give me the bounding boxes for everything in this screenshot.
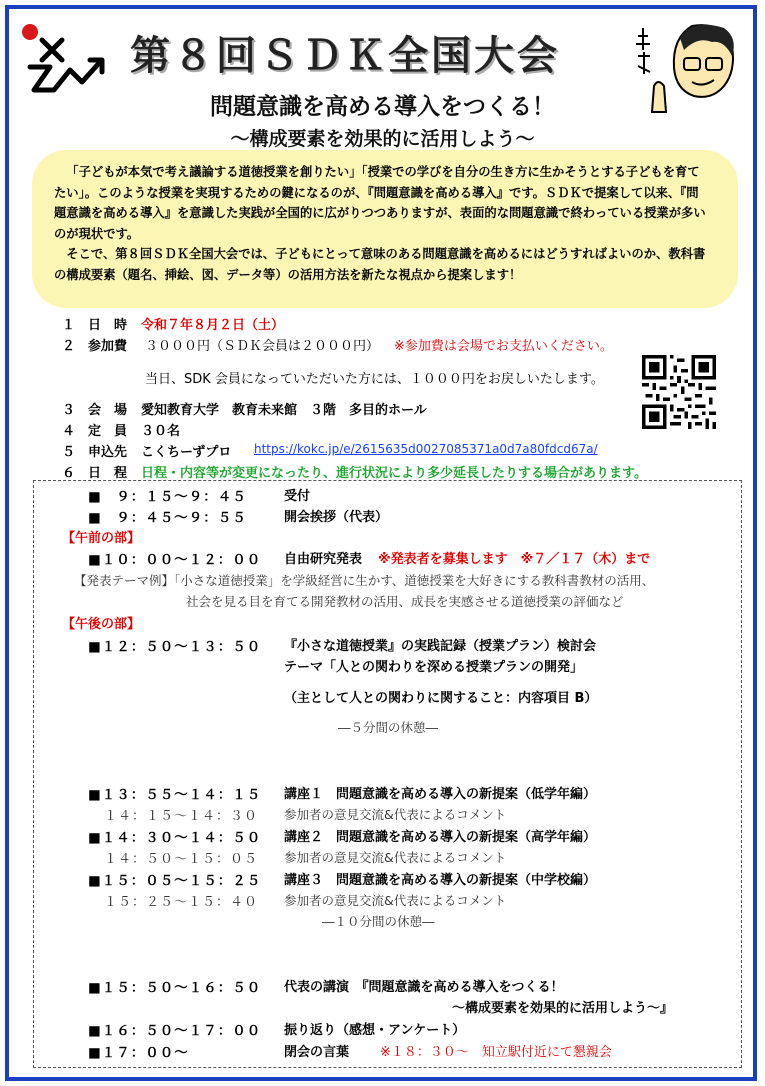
schedule-time: ■１５：０５～１５：２５ xyxy=(88,873,262,889)
schedule-item: 講座２ 問題意識を高める導入の新提案（高学年編） xyxy=(284,830,597,845)
schedule-subtime: １５：２５～１５：４０ xyxy=(104,895,259,910)
schedule-item: 講座３ 問題意識を高める導入の新提案（中学校編） xyxy=(284,873,597,888)
schedule-item: 『小さな道徳授業』の実践記録（授業プラン）検討会 xyxy=(284,639,597,654)
venue-value: 愛知教育大学 教育未来館 ３階 多目的ホール xyxy=(141,403,427,418)
schedule-time: ■１５：５０～１６：５０ xyxy=(88,980,262,996)
subtitle: 問題意識を高める導入をつくる！ xyxy=(210,94,555,120)
schedule-item: 閉会の言葉 xyxy=(284,1045,350,1060)
schedule-time: ■１４：３０～１４：５０ xyxy=(88,830,262,846)
schedule-time: ■１３：５５～１４：１５ xyxy=(88,787,262,803)
fee-label: ２ 参加費 xyxy=(62,339,128,354)
subtitle-secondary: ～構成要素を効果的に活用しよう～ xyxy=(230,128,535,150)
intro-paragraph-2: そこで、第８回ＳＤＫ全国大会では、子どもにとって意味のある問題意識を高めるにはどうすればよいのか、教科書の構成要素（題名、挿絵、図、データ等）の活用方法を新たな視点から提案します！ xyxy=(54,247,706,282)
afternoon-section-heading: 【午後の部】 xyxy=(62,617,141,632)
theme-examples-line2: 社会を見る目を育てる開発教材の活用、成長を実感させる道徳授業の評価など xyxy=(186,594,624,609)
party-note: ※１８：３０～ 知立駅付近にて懇親会 xyxy=(380,1045,612,1060)
capacity-value: ３０名 xyxy=(141,424,181,439)
schedule-item: 受付 xyxy=(284,489,311,504)
schedule-subtime: １４：１５～１４：３０ xyxy=(104,809,259,824)
date-label: １ 日 時 xyxy=(62,318,128,333)
schedule-time: ■ ９：４５～９：５５ xyxy=(88,510,247,526)
schedule-note: 日程・内容等が変更になったり、進行状況により多少延長したりする場合があります。 xyxy=(141,466,647,481)
date-value: 令和７年８月２日（土） xyxy=(141,318,285,333)
schedule-item: 振り返り（感想・アンケート） xyxy=(284,1023,466,1038)
presenter-call-note: ※発表者を募集します ※７／１７（木）まで xyxy=(378,552,651,567)
theme-examples-line1: 【発表テーマ例】「小さな道徳授業」を学級経営に生かす、道徳授業を大好きにする教科書教材の活用、 xyxy=(74,573,655,588)
schedule-item-subtitle: ～構成要素を効果的に活用しよう～』 xyxy=(452,1001,674,1016)
schedule-time: ■ ９：１５～９：４５ xyxy=(88,489,247,505)
intro-box xyxy=(32,150,738,308)
schedule-time: ■１６：５０～１７：００ xyxy=(88,1023,262,1039)
schedule-item: 開会挨拶（代表） xyxy=(284,510,389,525)
fee-note: ※参加費は会場でお支払いください。 xyxy=(394,339,613,354)
schedule-label: ６ 日 程 xyxy=(62,466,128,481)
schedule-item-theme: テーマ「人との関わりを深める授業プランの開発」 xyxy=(284,660,584,675)
capacity-label: ４ 定 員 xyxy=(62,424,128,439)
schedule-item-scope: （主として人との関わりに関すること：内容項目 B） xyxy=(284,691,598,706)
schedule-subtime: １４：５０～１５：０５ xyxy=(104,852,259,867)
schedule-subitem: 参加者の意見交流&代表によるコメント xyxy=(284,807,507,822)
schedule-time: ■１２：５０～１３：５０ xyxy=(88,639,262,655)
page-title: 第８回ＳＤＫ全国大会 xyxy=(130,33,560,79)
apply-link[interactable]: https://kokc.jp/e/2615635d0027085371a0d7a80fdcd67a/ xyxy=(254,442,598,456)
schedule-item: 代表の講演 『問題意識を高める導入をつくる！ xyxy=(284,980,564,995)
apply-value: こくちーずプロ xyxy=(141,445,232,460)
break-10min: ―１０分間の休憩― xyxy=(322,914,435,929)
schedule-subitem: 参加者の意見交流&代表によるコメント xyxy=(284,893,507,908)
break-5min: ―５分間の休憩― xyxy=(338,720,439,735)
intro-paragraph-1: 「子どもが本気で考え議論する道徳授業を創りたい」「授業での学びを自分の生き方に生かそうとする子どもを育てたい」。このような授業を実現するための鍵になるのが、『問題意識を高める導入』です。ＳＤＫで提案して以来、『問題意識を高める導入』を意識した実践が全国的に広がりつつありますが、表面的な問題意識で終わっている授業が多いのが現状です。 xyxy=(54,165,706,241)
schedule-item: 自由研究発表 xyxy=(284,552,363,567)
schedule-time: ■１７：００～ xyxy=(88,1045,189,1061)
schedule-subitem: 参加者の意見交流&代表によるコメント xyxy=(284,850,507,865)
apply-label: ５ 申込先 xyxy=(62,445,128,460)
refund-note: 当日、SDK 会員になっていただいた方には、１０００円をお戻しいたします。 xyxy=(145,372,604,387)
schedule-item: 講座１ 問題意識を高める導入の新提案（低学年編） xyxy=(284,787,597,802)
schedule-time: ■１０：００～１２：００ xyxy=(88,552,262,568)
fee-value: ３０００円（ＳＤＫ会員は２０００円） xyxy=(145,339,380,354)
morning-section-heading: 【午前の部】 xyxy=(62,531,141,546)
venue-label: ３ 会 場 xyxy=(62,403,128,418)
qr-code-icon xyxy=(642,355,716,429)
